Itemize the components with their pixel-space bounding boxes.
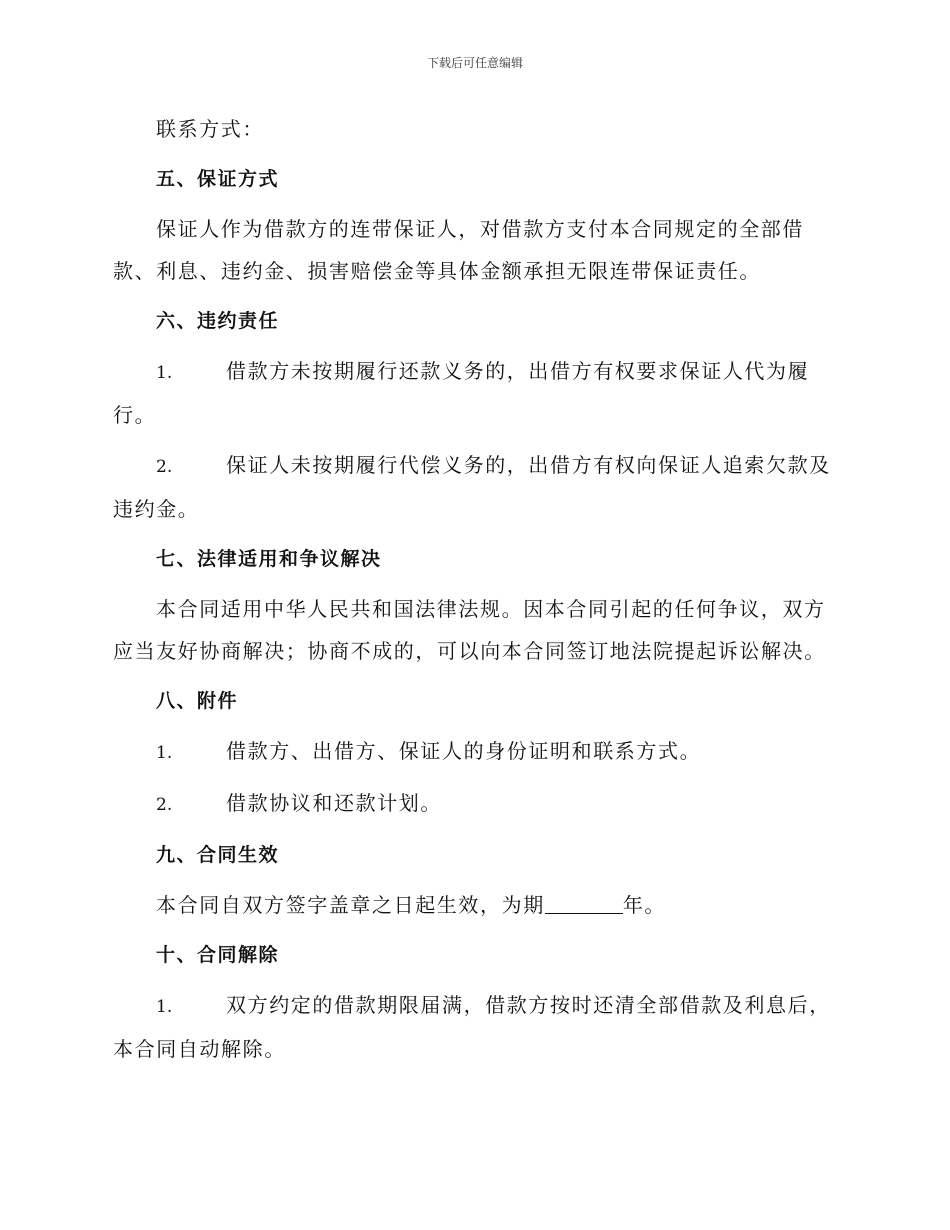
section-6-item-1-number: 1. <box>156 363 173 383</box>
section-8-item-2-text: 借款协议和还款计划。 <box>226 791 442 815</box>
section-8-item-2 <box>113 782 835 826</box>
section-9-title: 九、合同生效 <box>156 844 280 866</box>
section-8-item-1-text: 借款方、出借方、保证人的身份证明和联系方式。 <box>226 739 702 763</box>
contact-line: 联系方式： <box>156 117 264 141</box>
section-10-title: 十、合同解除 <box>156 944 280 966</box>
section-5-title: 五、保证方式 <box>156 168 280 190</box>
section-10-item-1 <box>113 984 835 1028</box>
section-10-item-1-text: 双方约定的借款期限届满，借款方按时还清全部借款及利息后， <box>226 993 831 1017</box>
section-9-text-after: 年。 <box>622 893 667 917</box>
section-7-line-1: 本合同适用中华人民共和国法律法规。因本合同引起的任何争议，双方 <box>156 597 826 621</box>
section-8-item-2-number: 2. <box>156 795 173 815</box>
section-6-item-1-text: 借款方未按期履行还款义务的，出借方有权要求保证人代为履 <box>226 359 810 383</box>
section-6-item-1-cont: 行。 <box>113 403 157 427</box>
section-6-item-2-cont: 违约金。 <box>113 497 200 521</box>
section-5-line-2: 款、利息、违约金、损害赔偿金等具体金额承担无限连带保证责任。 <box>113 259 761 283</box>
section-6-item-2 <box>113 444 835 488</box>
section-7-title: 七、法律适用和争议解决 <box>156 548 382 570</box>
section-8-item-1-number: 1. <box>156 743 173 763</box>
section-6-title: 六、违约责任 <box>156 310 280 332</box>
page-header: 下载后可任意编辑 <box>426 56 523 70</box>
section-10-item-1-number: 1. <box>156 997 173 1017</box>
section-8-title: 八、附件 <box>156 690 239 712</box>
section-8-item-1 <box>113 730 835 774</box>
section-6-item-2-number: 2. <box>156 457 173 477</box>
document-body <box>113 108 835 1070</box>
section-9-text <box>113 884 835 926</box>
section-5-line-1: 保证人作为借款方的连带保证人，对借款方支付本合同规定的全部借 <box>156 217 804 241</box>
term-blank-line <box>545 893 623 914</box>
section-10-item-1-cont: 本合同自动解除。 <box>113 1037 286 1061</box>
section-9-text-before: 本合同自双方签字盖章之日起生效，为期 <box>156 893 545 917</box>
section-6-item-1 <box>113 350 835 394</box>
section-7-line-2: 应当友好协商解决；协商不成的，可以向本合同签订地法院提起诉讼解决。 <box>113 639 826 663</box>
section-6-item-2-text: 保证人未按期履行代偿义务的，出借方有权向保证人追索欠款及 <box>226 453 831 477</box>
